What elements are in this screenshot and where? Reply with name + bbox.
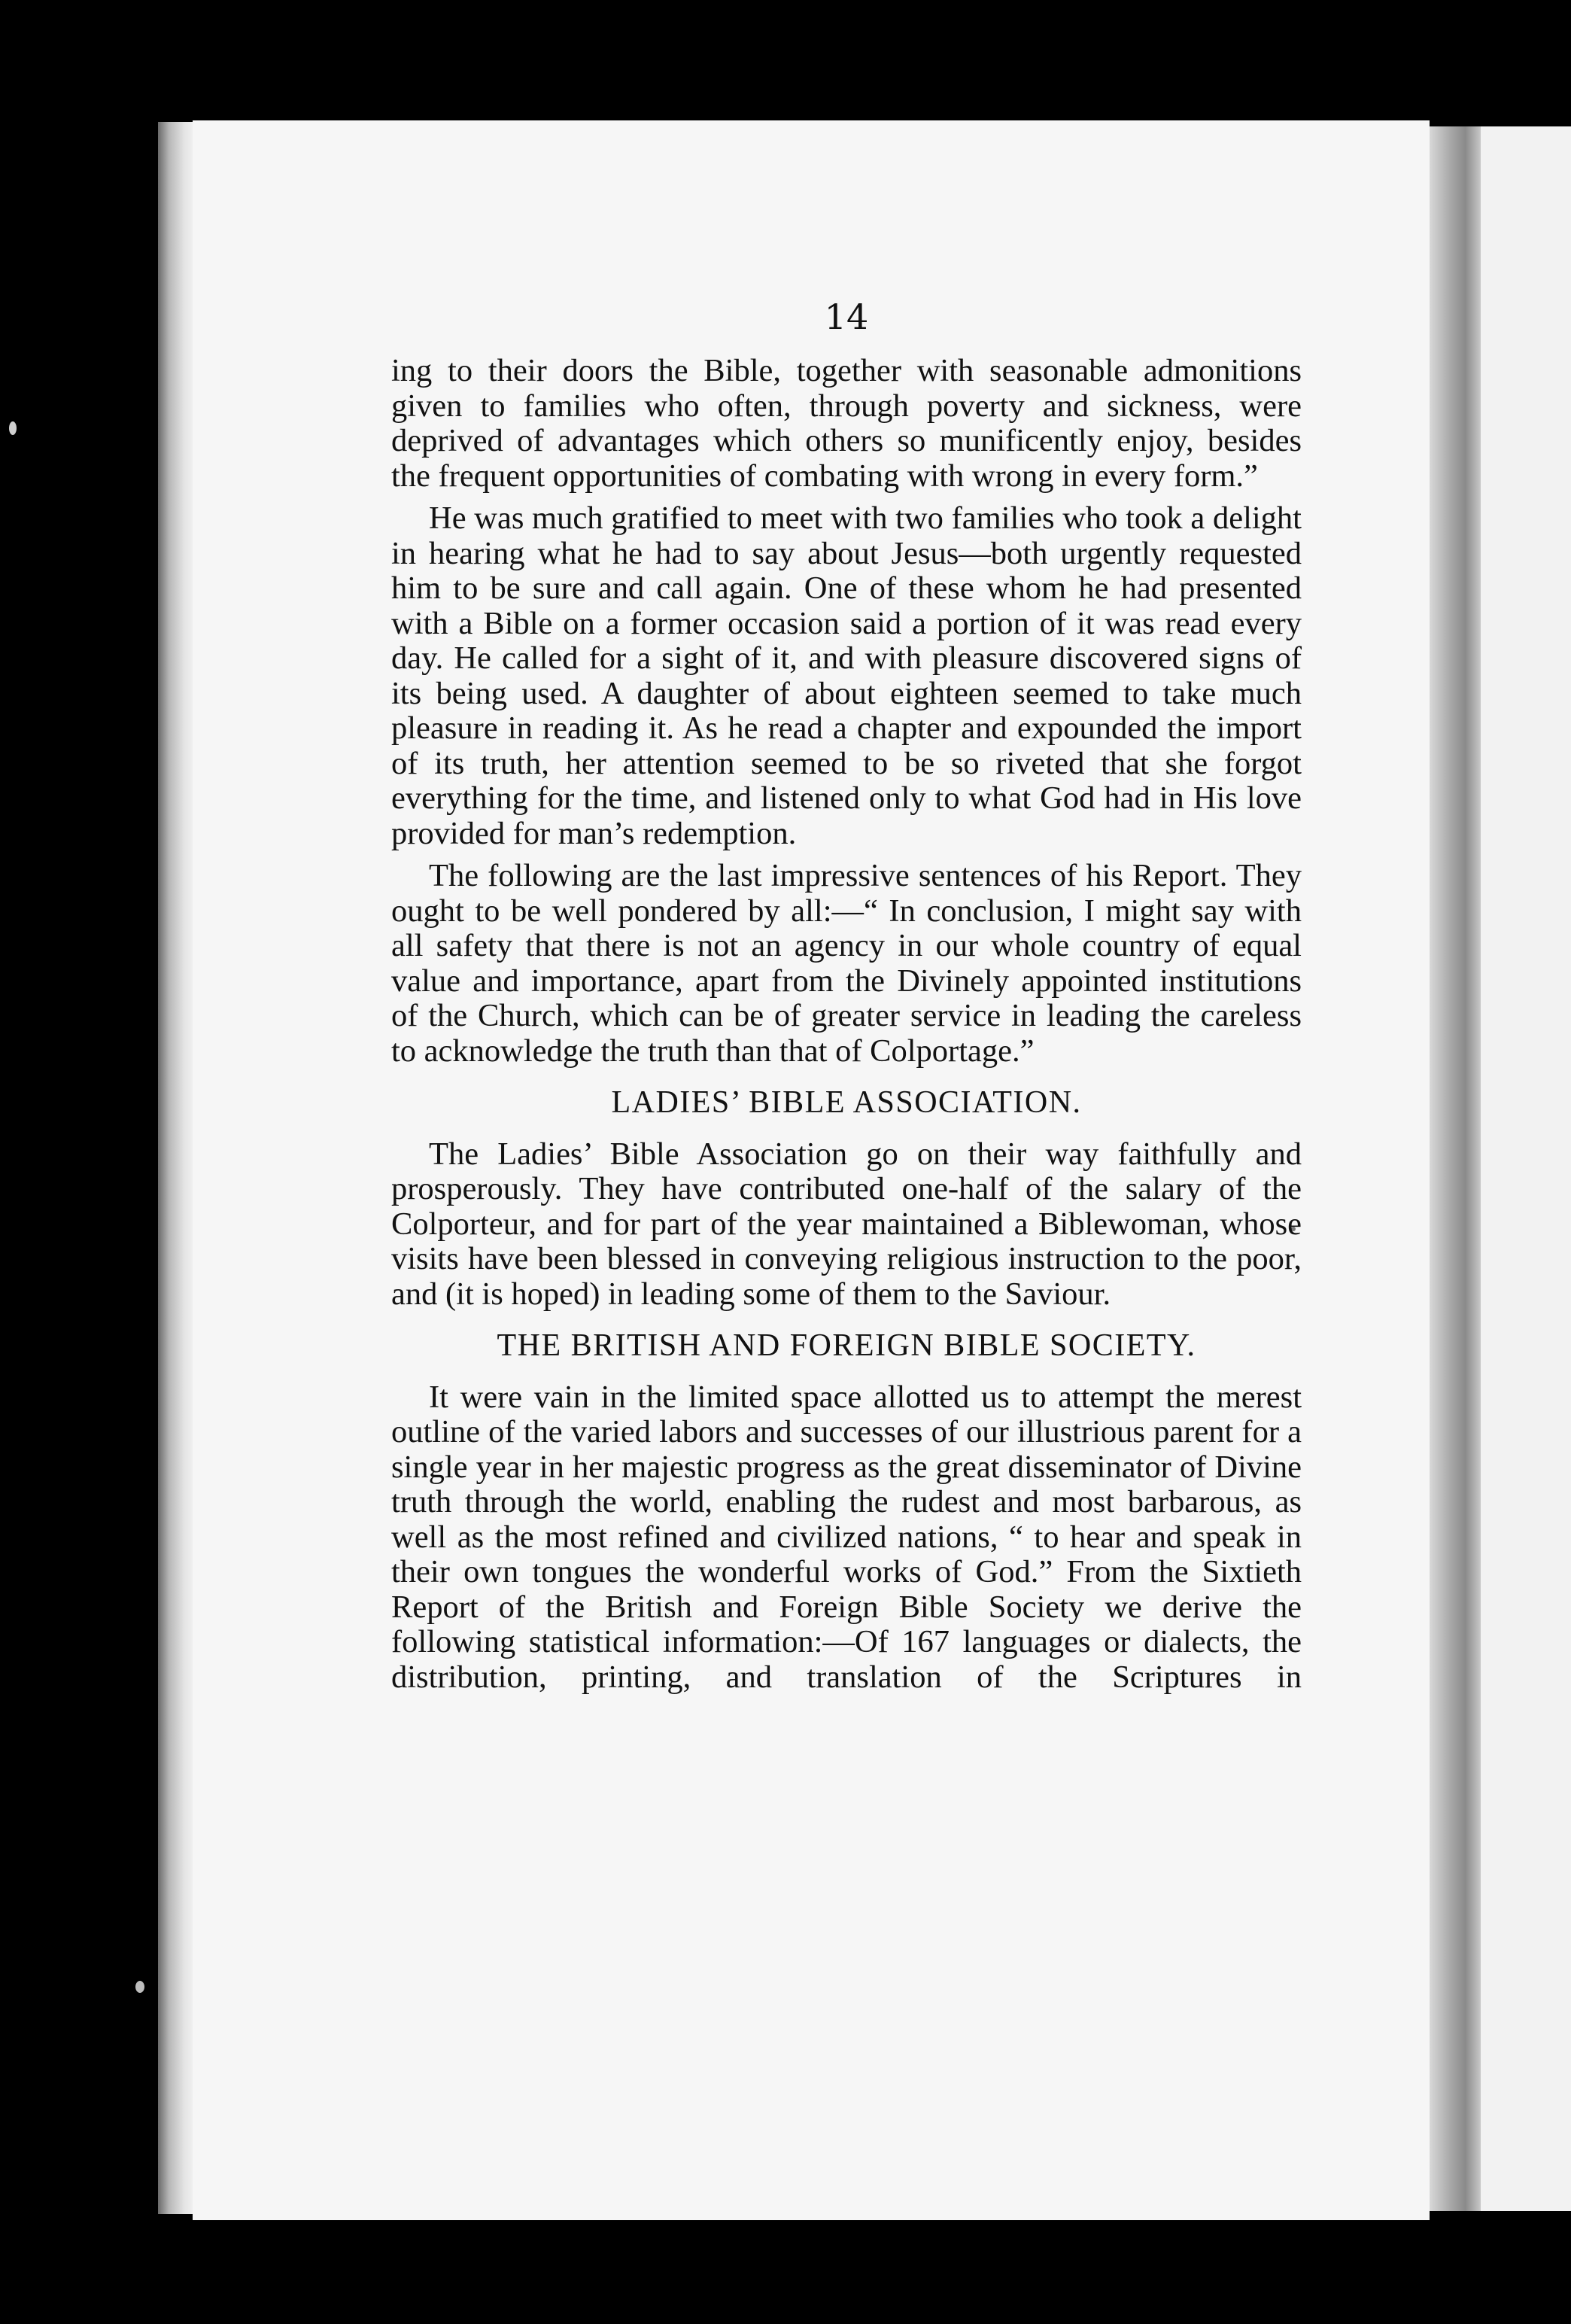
body-paragraph: He was much gratified to meet with two families who took a delight in hearing what he had to say about Jesus—both urgently requested him to be sure and call again. One of these whom he had presented with a Bible on a former occasion said a portion of it was read every day. He called for a sight of it, and with pleasure discovered signs of its being used. A daughter of about eighteen seemed to take much pleasure in reading it. As he read a chapter and expounded the import of its truth, her attention seemed to be so riveted that she forgot everything for the time, and listened only to what God had in His love provided for man’s redemption.	[391, 500, 1302, 851]
page-binding-edge	[158, 122, 196, 2214]
body-paragraph: The Ladies’ Bible Association go on their way faithfully and prosperously. They have contributed one-half of the salary of the Colporteur, and for part of the year maintained a Biblewoman, whose visits have been blessed in conveying religious instruction to the poor, and (it is hoped) in leading some of them to the Saviour.	[391, 1136, 1302, 1312]
continuation-paragraph: ing to their doors the Bible, together with seasonable admonitions given to families who often, through poverty and sickness, were deprived of advantages which others so munificently enjoy, besides the frequent opportunities of combating with wrong in every form.”	[391, 353, 1302, 494]
body-paragraph: The following are the last impressive sentences of his Report. They ought to be well pondered by all:—“ In conclusion, I might say with all safety that there is not an agency in our whole country of equal value and importance, apart from the Divinely appointed institutions of the Church, which can be of greater service in leading the careless to acknowledge the truth than that of Colportage.”	[391, 858, 1302, 1069]
page-gutter-shadow	[1430, 126, 1481, 2211]
scan-speck	[135, 1981, 144, 1993]
page-number: 14	[824, 297, 869, 337]
body-paragraph: It were vain in the limited space allotted us to attempt the merest outline of the varied labors and successes of our illustrious parent for a single year in her majestic progress as the great disseminator of Divine truth through the world, enabling the rudest and most barbarous, as well as the most refined and civilized nations, “ to hear and speak in their own tongues the wonderful works of God.” From the Sixtieth Report of the British and Foreign Bible Society we derive the following statistical information:—Of 167 languages or dialects, the distribution, printing, and translation of the Scriptures in	[391, 1379, 1302, 1695]
section-heading: THE BRITISH AND FOREIGN BIBLE SOCIETY.	[497, 1328, 1196, 1363]
scan-speck	[9, 421, 17, 435]
page-body	[391, 354, 1302, 1702]
facing-page-edge	[1481, 126, 1571, 2211]
section-heading: LADIES’ BIBLE ASSOCIATION.	[611, 1085, 1082, 1120]
